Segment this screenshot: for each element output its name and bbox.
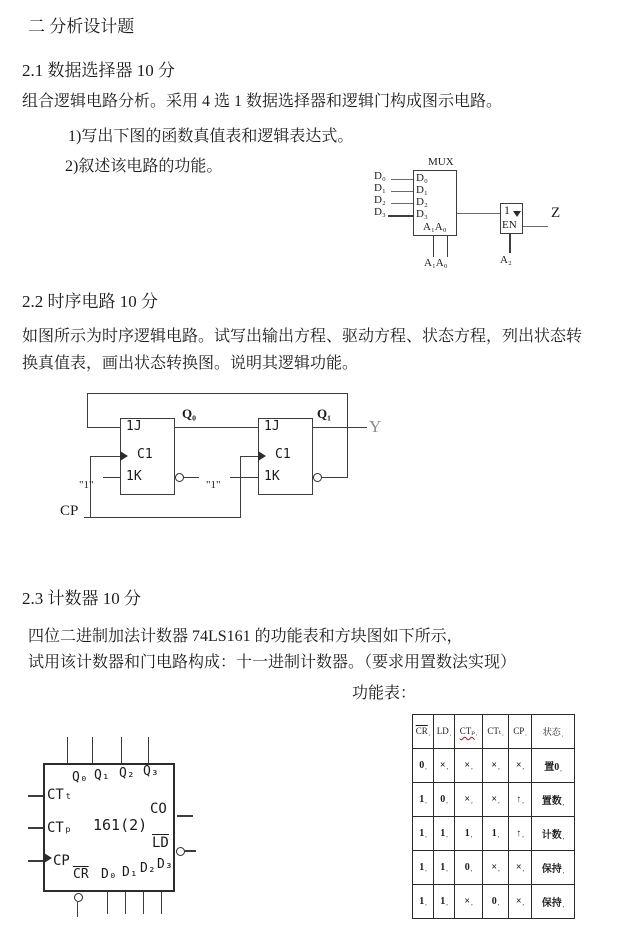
counter-cr-label: $\overline{CR}$ — [73, 867, 89, 882]
wire — [121, 737, 122, 763]
table-cell: × , — [434, 749, 455, 783]
mux-input-label-d2: D₂ — [374, 194, 386, 206]
clock-edge-icon — [120, 451, 128, 461]
table-cell-state: 置0 , — [532, 749, 575, 783]
table-cell-state: 保持 , — [532, 851, 575, 885]
table-row — [413, 817, 575, 851]
mux-pin-d3: D₃ — [416, 208, 428, 220]
wire — [391, 179, 413, 180]
counter-d3-label: D₃ — [157, 857, 173, 872]
table-cell: 1 , — [483, 817, 509, 851]
wire — [28, 860, 43, 862]
header-cr-text: $\overline{CR}$ — [415, 726, 428, 736]
table-cell-state: 计数 , — [532, 817, 575, 851]
output-z-label: Z — [551, 205, 561, 221]
wire — [313, 427, 367, 428]
table-cell: × , — [455, 885, 483, 919]
counter-ctt-label: CTₜ — [47, 787, 73, 803]
wire — [148, 737, 149, 763]
table-row — [413, 783, 575, 817]
counter-d2-label: D₂ — [140, 861, 156, 876]
header-state — [532, 715, 575, 749]
heading-2-1: 2.1 数据选择器 10 分 — [22, 61, 175, 80]
wire — [184, 477, 199, 478]
wire — [433, 236, 434, 257]
wire — [447, 236, 448, 257]
table-cell: 0 , — [413, 749, 434, 783]
table-cell: × , — [509, 885, 532, 919]
table-cell: × , — [483, 749, 509, 783]
counter-d0-label: D₀ — [101, 867, 117, 882]
counter-q0-label: Q₀ — [72, 770, 88, 785]
wire — [87, 427, 120, 428]
counter-q2-label: Q₂ — [119, 766, 135, 781]
wire — [240, 456, 241, 518]
clock-edge-icon — [44, 853, 52, 863]
item-2-1-2: 2)叙述该电路的功能。 — [65, 158, 223, 175]
header-ctt-text: CTₜ — [487, 726, 502, 736]
wire — [28, 795, 43, 797]
counter-ctp-label: CTₚ — [47, 820, 73, 836]
wire — [523, 226, 548, 227]
function-table-caption: 功能表： — [352, 685, 417, 702]
counter-d1-label: D₁ — [122, 865, 138, 880]
polarity-indicator-icon — [513, 211, 521, 217]
wire — [28, 827, 43, 829]
clock-edge-icon — [258, 451, 266, 461]
wire — [84, 517, 241, 518]
wire — [391, 203, 413, 204]
mux-pin-select: A₁A₀ — [423, 221, 447, 233]
mux-title: MUX — [428, 156, 454, 168]
mux-input-label-d0: D₀ — [374, 170, 386, 182]
wire — [67, 737, 68, 763]
ff0-c-label: C1 — [137, 447, 153, 462]
ff0-k-label: 1K — [126, 469, 142, 484]
wire — [143, 892, 144, 914]
table-cell: 1 , — [434, 851, 455, 885]
table-cell: 1 , — [434, 817, 455, 851]
counter-cp-label: CP — [53, 853, 70, 869]
mux-select-label: A₁A₀ — [424, 257, 448, 269]
wire — [103, 477, 120, 478]
paragraph-2-2-line1: 如图所示为时序逻辑电路。试写出输出方程、驱动方程、状态方程，列出状态转 — [22, 328, 583, 345]
ff1-complement-bubble — [313, 473, 322, 482]
mux-pin-d0: D₀ — [416, 172, 428, 184]
ff1-c-label: C1 — [275, 447, 291, 462]
table-cell: 1 , — [455, 817, 483, 851]
table-cell: × , — [483, 851, 509, 885]
wire — [391, 191, 413, 192]
header-cp — [509, 715, 532, 749]
header-ctp — [455, 715, 483, 749]
mux-input-label-d1: D₁ — [374, 182, 386, 194]
table-cell: 0 , — [455, 851, 483, 885]
mux-input-label-d3: D₃ — [374, 206, 386, 218]
counter-ld-label: $\overline{LD}$ — [152, 835, 169, 851]
table-row — [413, 885, 575, 919]
ff1-k-constant-label: "1" — [206, 479, 221, 491]
table-cell: × , — [483, 783, 509, 817]
enable-gate-label: 1 — [504, 203, 510, 217]
ff0-j-label: 1J — [126, 419, 142, 434]
wire — [185, 850, 196, 852]
counter-q1-label: Q₁ — [94, 768, 110, 783]
item-2-1-1: 1)写出下图的函数真值表和逻辑表达式。 — [68, 128, 354, 145]
table-cell: 0 , — [483, 885, 509, 919]
wire — [177, 815, 193, 817]
cr-bubble — [74, 893, 83, 902]
table-cell: 1 , — [413, 783, 434, 817]
wire — [90, 456, 120, 457]
table-cell: × , — [509, 749, 532, 783]
table-row — [413, 851, 575, 885]
counter-co-label: CO — [150, 801, 167, 817]
wire — [125, 892, 126, 914]
wire — [240, 456, 258, 457]
ff0-complement-bubble — [175, 473, 184, 482]
counter-name-label: 161(2) — [93, 816, 148, 834]
header-state-text: 状态 — [542, 727, 561, 737]
q0-label: Q₀ — [182, 406, 197, 421]
paragraph-2-3-line2: 试用该计数器和门电路构成：十一进制计数器。（要求用置数法实现） — [28, 654, 517, 671]
header-ctp-text: CTₚ — [459, 726, 475, 736]
mux-pin-d1: D₁ — [416, 184, 428, 196]
function-table-header-row — [413, 715, 575, 749]
header-ctt — [483, 715, 509, 749]
wire — [322, 477, 348, 478]
enable-gate-en: EN — [502, 219, 517, 231]
table-cell: 1 , — [434, 885, 455, 919]
ld-bubble — [176, 847, 185, 856]
table-cell: ↑ , — [509, 817, 532, 851]
paragraph-2-1: 组合逻辑电路分析。采用 4 选 1 数据选择器和逻辑门构成图示电路。 — [22, 93, 503, 110]
cp-label: CP — [60, 503, 79, 519]
q1-label: Q₁ — [317, 406, 332, 421]
wire — [161, 892, 162, 914]
wire — [230, 477, 258, 478]
section-title: 二 分析设计题 — [28, 17, 135, 36]
header-ld — [434, 715, 455, 749]
wire — [457, 213, 500, 214]
wire — [509, 234, 511, 253]
wire — [347, 393, 348, 477]
header-cr — [413, 715, 434, 749]
mux-pin-d2: D₂ — [416, 196, 428, 208]
ff1-k-label: 1K — [264, 469, 280, 484]
wire — [87, 393, 88, 427]
table-cell: 1 , — [413, 885, 434, 919]
table-row — [413, 749, 575, 783]
table-cell: 1 , — [413, 851, 434, 885]
paragraph-2-3-line1: 四位二进制加法计数器 74LS161 的功能表和方块图如下所示， — [28, 628, 463, 645]
heading-2-3: 2.3 计数器 10 分 — [22, 589, 141, 608]
wire — [388, 215, 413, 217]
header-cp-text: CP — [513, 726, 525, 736]
table-cell: ↑ , — [509, 783, 532, 817]
paragraph-2-2-line2: 换真值表，画出状态转换图。说明其逻辑功能。 — [22, 355, 359, 372]
table-cell-state: 保持 , — [532, 885, 575, 919]
wire — [175, 427, 258, 428]
header-ld-text: LD — [436, 726, 449, 736]
heading-2-2: 2.2 时序电路 10 分 — [22, 292, 158, 311]
wire — [92, 737, 93, 763]
table-cell: × , — [509, 851, 532, 885]
wire — [107, 892, 108, 914]
ff1-j-label: 1J — [264, 419, 280, 434]
ff0-k-constant-label: "1" — [79, 479, 94, 491]
enable-input-a2-label: A₂ — [500, 254, 512, 266]
table-cell: × , — [455, 749, 483, 783]
output-y-label: Y — [369, 417, 382, 436]
table-cell: 1 , — [413, 817, 434, 851]
table-cell: × , — [455, 783, 483, 817]
function-table — [412, 714, 575, 919]
counter-q3-label: Q₃ — [143, 764, 159, 779]
wire — [87, 393, 348, 394]
wire — [77, 902, 78, 917]
table-cell: 0 , — [434, 783, 455, 817]
table-cell-state: 置数 , — [532, 783, 575, 817]
